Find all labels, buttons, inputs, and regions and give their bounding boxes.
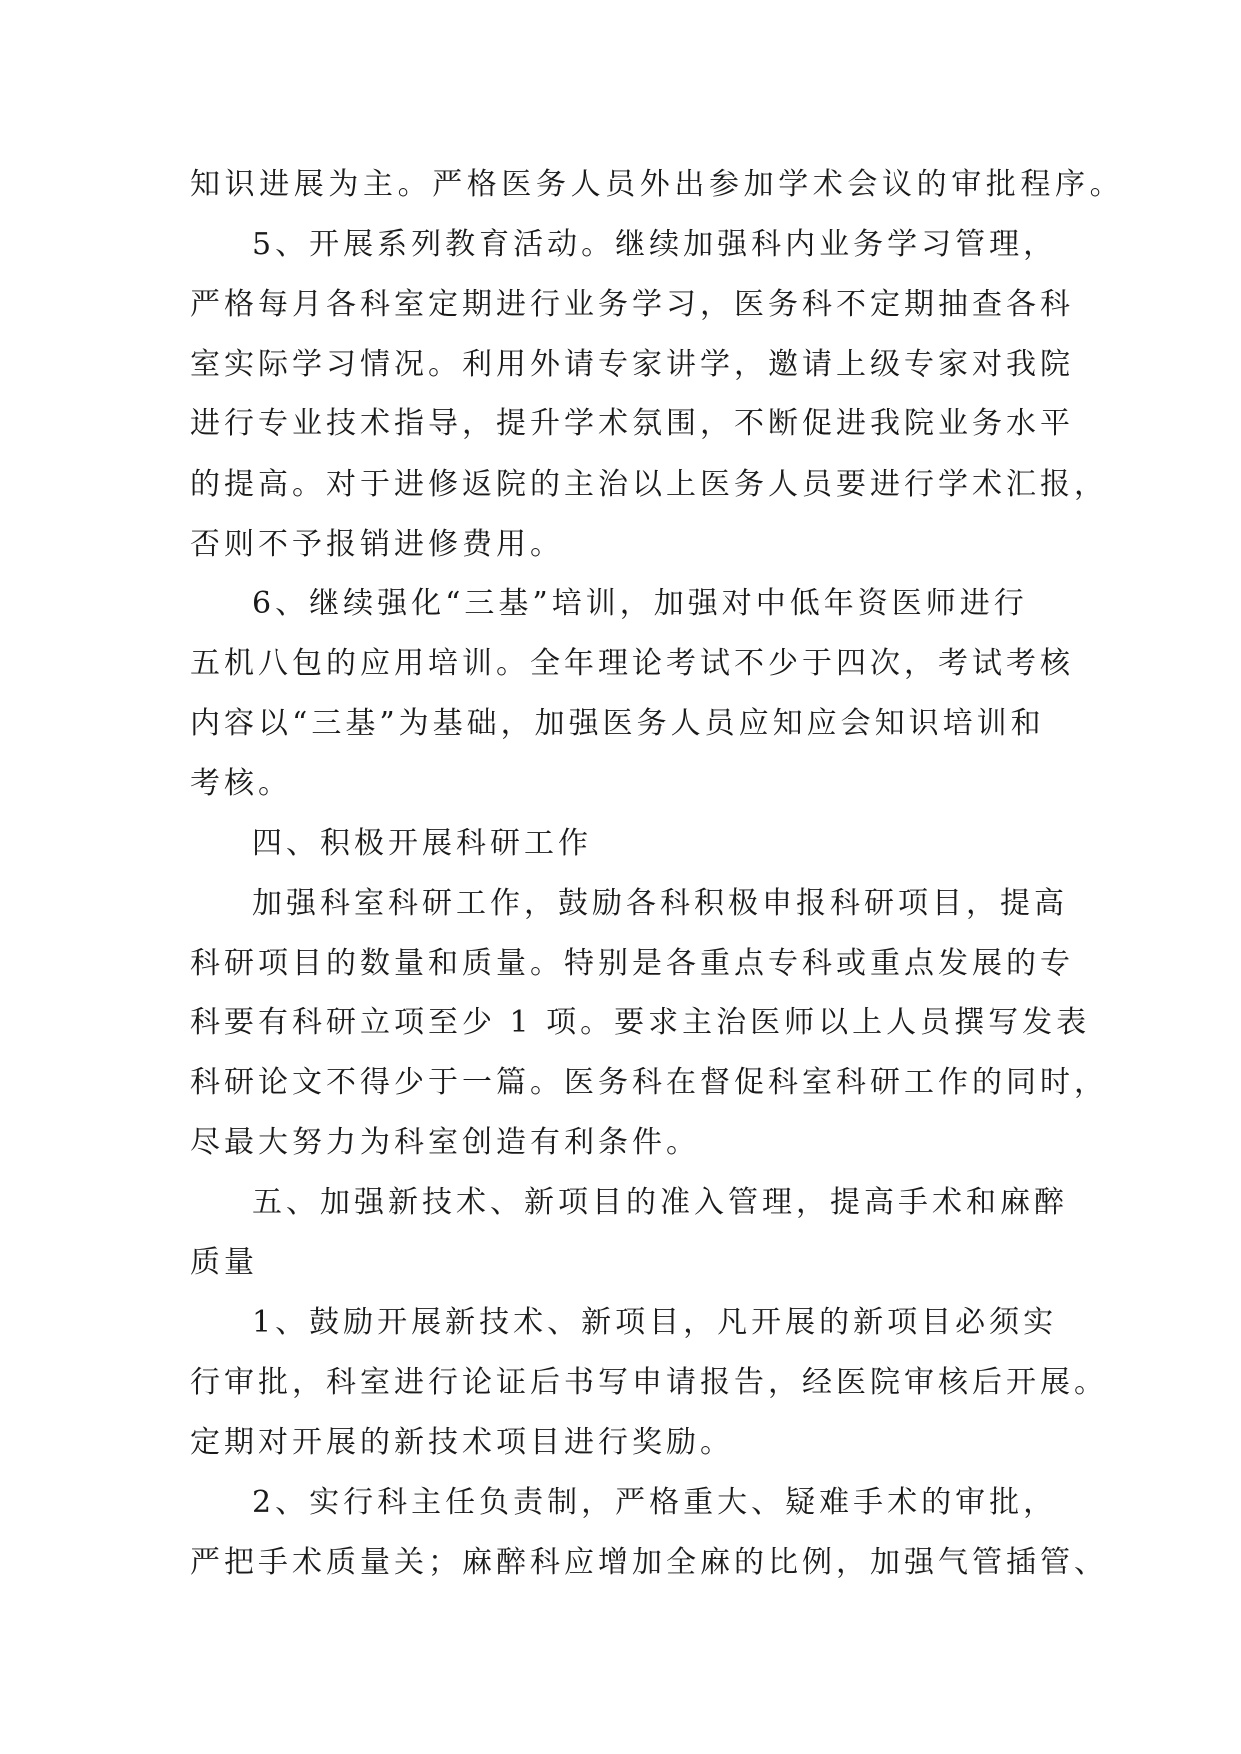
text-line-17: 尽最大努力为科室创造有利条件。 [190,1125,700,1160]
text-line-23: 2、实行科主任负责制，严格重大、疑难手术的审批， [252,1485,1058,1520]
text-line-20: 1、鼓励开展新技术、新项目，凡开展的新项目必须实 [252,1305,1058,1340]
text-line-4: 室实际学习情况。利用外请专家讲学，邀请上级专家对我院 [190,347,1074,382]
text-line-10: 内容以“三基”为基础，加强医务人员应知应会知识培训和 [190,706,1045,741]
text-line-14: 科研项目的数量和质量。特别是各重点专科或重点发展的专 [190,946,1074,981]
text-line-15: 科要有科研立项至少 1 项。要求主治医师以上人员撰写发表 [190,1005,1091,1040]
text-line-6: 的提高。对于进修返院的主治以上医务人员要进行学术汇报， [190,467,1108,502]
text-line-21: 行审批，科室进行论证后书写申请报告，经医院审核后开展。 [190,1365,1108,1400]
text-line-9: 五机八包的应用培训。全年理论考试不少于四次，考试考核 [190,646,1074,681]
text-line-7: 否则不予报销进修费用。 [190,527,564,562]
text-line-3: 严格每月各科室定期进行业务学习，医务科不定期抽查各科 [190,287,1074,322]
text-line-5: 进行专业技术指导，提升学术氛围，不断促进我院业务水平 [190,406,1074,441]
text-line-13: 加强科室科研工作，鼓励各科积极申报科研项目，提高 [252,886,1068,921]
section-heading-5-cont: 质量 [190,1245,258,1280]
section-heading-4: 四、积极开展科研工作 [252,826,592,861]
text-line-8: 6、继续强化“三基”培训，加强对中低年资医师进行 [252,586,1028,621]
text-line-16: 科研论文不得少于一篇。医务科在督促科室科研工作的同时， [190,1065,1108,1100]
text-line-22: 定期对开展的新技术项目进行奖励。 [190,1425,734,1460]
text-line-1: 知识进展为主。严格医务人员外出参加学术会议的审批程序。 [190,167,1125,202]
text-line-24: 严把手术质量关；麻醉科应增加全麻的比例，加强气管插管、 [190,1545,1108,1580]
section-heading-5: 五、加强新技术、新项目的准入管理，提高手术和麻醉 [252,1185,1068,1220]
text-line-11: 考核。 [190,766,292,801]
text-line-2: 5、开展系列教育活动。继续加强科内业务学习管理， [252,227,1058,262]
